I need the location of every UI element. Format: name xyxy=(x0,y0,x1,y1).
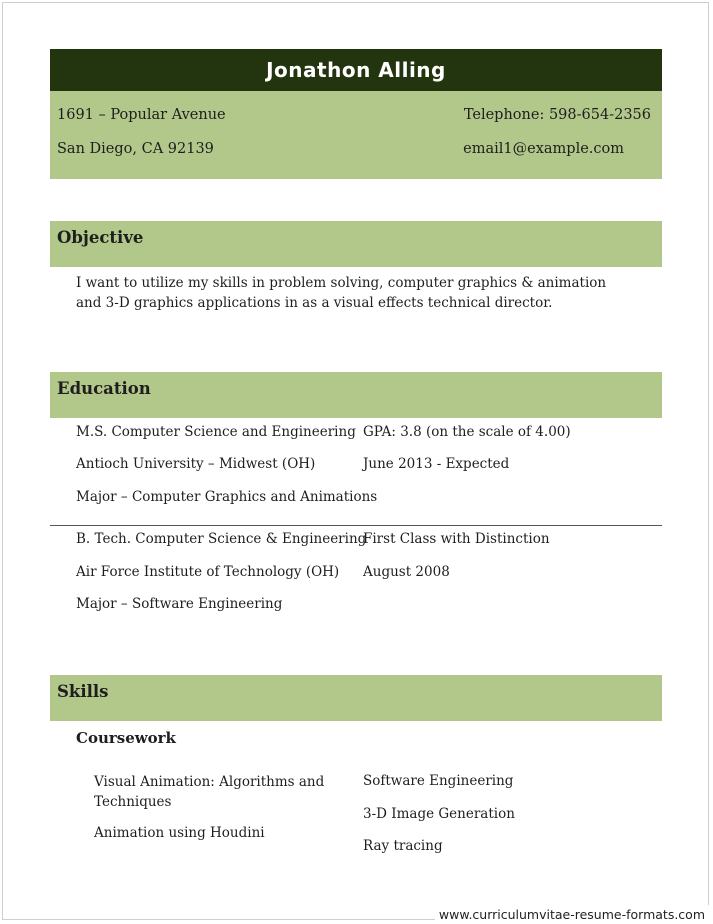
contact-box xyxy=(50,91,662,179)
education-divider xyxy=(50,525,662,526)
education-major: Major – Software Engineering xyxy=(76,596,283,612)
coursework-item: Animation using Houdini xyxy=(94,825,265,841)
candidate-name: Jonathon Alling xyxy=(266,58,446,82)
education-title: Education xyxy=(57,379,151,398)
coursework-item: Software Engineering xyxy=(363,773,514,789)
objective-text: I want to utilize my skills in problem solving, computer graphics & animation and 3-D graphics applications in as a visual effects technical director. xyxy=(76,275,607,311)
education-institution: Antioch University – Midwest (OH) xyxy=(76,456,316,472)
address-line-1: 1691 – Popular Avenue xyxy=(57,107,226,123)
coursework-item: Ray tracing xyxy=(363,838,443,854)
education-honors: First Class with Distinction xyxy=(363,531,550,547)
education-degree: B. Tech. Computer Science & Engineering xyxy=(76,531,367,547)
address-line-2: San Diego, CA 92139 xyxy=(57,141,214,157)
objective-title: Objective xyxy=(57,228,144,247)
education-major: Major – Computer Graphics and Animations xyxy=(76,489,378,505)
telephone: Telephone: 598-654-2356 xyxy=(463,107,651,123)
education-date: June 2013 - Expected xyxy=(363,456,510,472)
education-section-bar xyxy=(50,372,662,418)
education-date: August 2008 xyxy=(363,564,450,580)
education-degree: M.S. Computer Science and Engineering xyxy=(76,424,356,440)
watermark: www.curriculumvitae-resume-formats.com xyxy=(435,905,709,924)
name-header xyxy=(50,49,662,91)
objective-section-bar xyxy=(50,221,662,267)
education-institution: Air Force Institute of Technology (OH) xyxy=(76,564,340,580)
skills-title: Skills xyxy=(57,682,109,701)
skills-section-bar xyxy=(50,675,662,721)
email: email1@example.com xyxy=(463,141,624,157)
coursework-title: Coursework xyxy=(76,729,176,747)
coursework-item: Visual Animation: Algorithms and Techniques xyxy=(94,774,325,810)
coursework-item: 3-D Image Generation xyxy=(363,806,515,822)
education-gpa: GPA: 3.8 (on the scale of 4.00) xyxy=(363,424,571,440)
